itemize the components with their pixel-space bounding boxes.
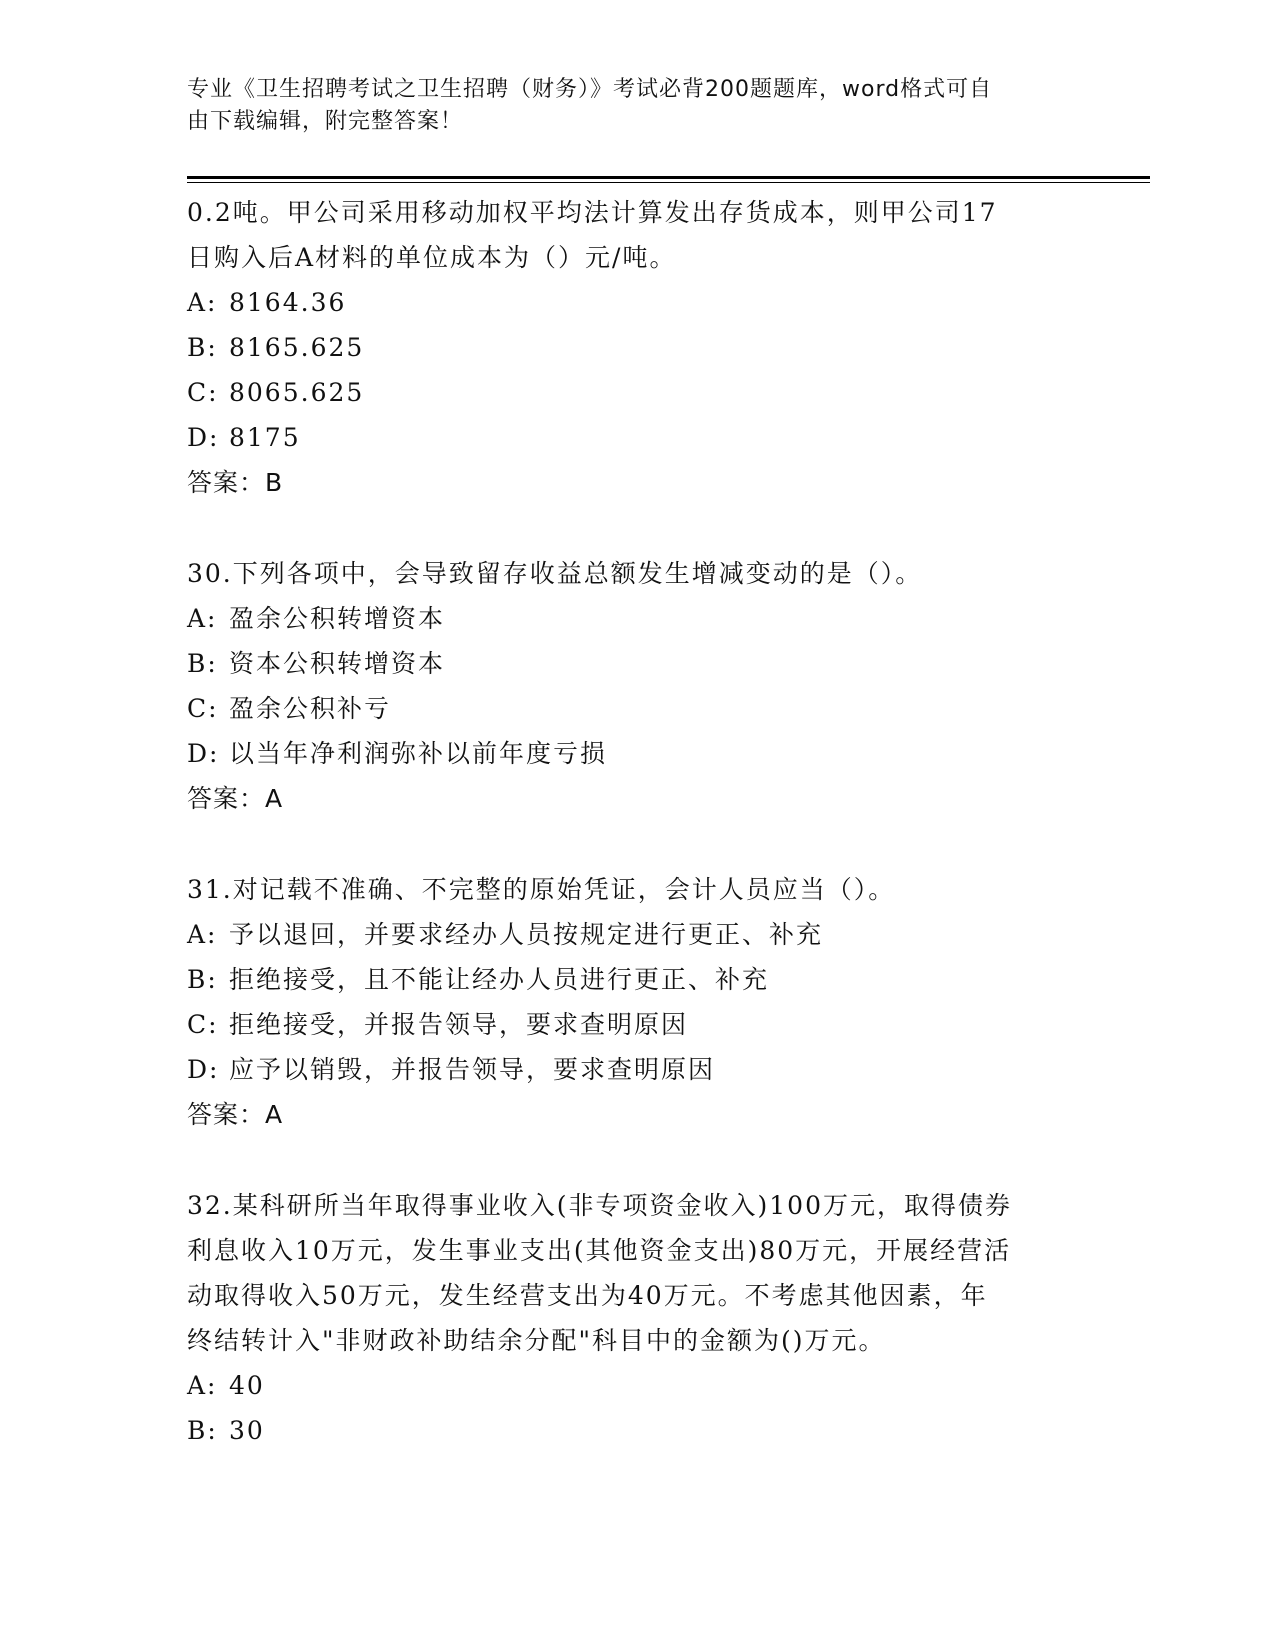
option-text: 予以退回，并要求经办人员按规定进行更正、补充: [229, 920, 824, 949]
option-text: 资本公积转增资本: [229, 649, 446, 678]
option-a: [187, 1363, 1087, 1408]
option-c: [187, 370, 1087, 415]
question-stem-line: 32.某科研所当年取得事业收入(非专项资金收入)100万元，取得债券: [187, 1191, 1012, 1220]
option-d: [187, 415, 1087, 460]
option-text: 30: [229, 1416, 265, 1445]
question-stem-line: 31.对记载不准确、不完整的原始凭证，会计人员应当（）。: [187, 875, 896, 904]
option-label: D:: [187, 1055, 220, 1084]
option-text: 盈余公积转增资本: [229, 604, 446, 633]
answer-line: 答案：A: [187, 784, 284, 813]
option-b: [187, 641, 1087, 686]
question-block-30: [187, 551, 1087, 821]
option-label: B:: [187, 965, 218, 994]
option-text: 拒绝接受，并报告领导，要求查明原因: [229, 1010, 689, 1039]
header-line-1: 专业《卫生招聘考试之卫生招聘（财务）》考试必背200题题库，word格式可自: [187, 77, 993, 102]
option-b: [187, 1408, 1087, 1453]
spacer: [187, 1137, 1087, 1183]
option-text: 8175: [229, 423, 301, 452]
option-text: 8165.625: [229, 333, 365, 362]
spacer: [187, 821, 1087, 867]
question-block-prev: [187, 190, 1087, 505]
option-text: 8164.36: [229, 288, 347, 317]
option-label: C:: [187, 378, 219, 407]
question-stem-line: 30.下列各项中，会导致留存收益总额发生增减变动的是（）。: [187, 559, 923, 588]
option-label: B:: [187, 1416, 218, 1445]
option-text: 以当年净利润弥补以前年度亏损: [229, 739, 608, 768]
header-divider-thick: [187, 176, 1150, 179]
option-label: A:: [187, 288, 218, 317]
option-a: [187, 280, 1087, 325]
option-text: 8065.625: [229, 378, 365, 407]
option-d: [187, 1047, 1087, 1092]
question-list: [187, 190, 1087, 1453]
option-d: [187, 731, 1087, 776]
option-c: [187, 1002, 1087, 1047]
option-b: [187, 957, 1087, 1002]
document-header: [187, 74, 1067, 138]
header-divider-thin: [187, 182, 1150, 183]
option-label: B:: [187, 333, 218, 362]
option-text: 应予以销毁，并报告领导，要求查明原因: [229, 1055, 716, 1084]
question-stem-line: 利息收入10万元，发生事业支出(其他资金支出)80万元，开展经营活: [187, 1236, 1012, 1265]
question-stem-line: 终结转计入"非财政补助结余分配"科目中的金额为()万元。: [187, 1326, 886, 1355]
option-text: 盈余公积补亏: [229, 694, 392, 723]
answer-line: 答案：B: [187, 468, 284, 497]
question-stem-line: 0.2吨。甲公司采用移动加权平均法计算发出存货成本，则甲公司17: [187, 198, 998, 227]
option-label: B:: [187, 649, 218, 678]
question-block-32: [187, 1183, 1087, 1453]
header-line-2: 由下载编辑，附完整答案！: [187, 109, 464, 134]
option-a: [187, 596, 1087, 641]
option-a: [187, 912, 1087, 957]
option-b: [187, 325, 1087, 370]
question-block-31: [187, 867, 1087, 1137]
question-stem-line: 动取得收入50万元，发生经营支出为40万元。不考虑其他因素，年: [187, 1281, 988, 1310]
option-label: D:: [187, 739, 220, 768]
option-text: 拒绝接受，且不能让经办人员进行更正、补充: [229, 965, 770, 994]
option-label: A:: [187, 604, 218, 633]
option-label: A:: [187, 920, 218, 949]
option-c: [187, 686, 1087, 731]
option-label: C:: [187, 1010, 219, 1039]
answer-line: 答案：A: [187, 1100, 284, 1129]
option-label: C:: [187, 694, 219, 723]
question-stem-line: 日购入后A材料的单位成本为（）元/吨。: [187, 243, 677, 272]
spacer: [187, 505, 1087, 551]
option-label: A:: [187, 1371, 218, 1400]
option-label: D:: [187, 423, 220, 452]
option-text: 40: [229, 1371, 265, 1400]
